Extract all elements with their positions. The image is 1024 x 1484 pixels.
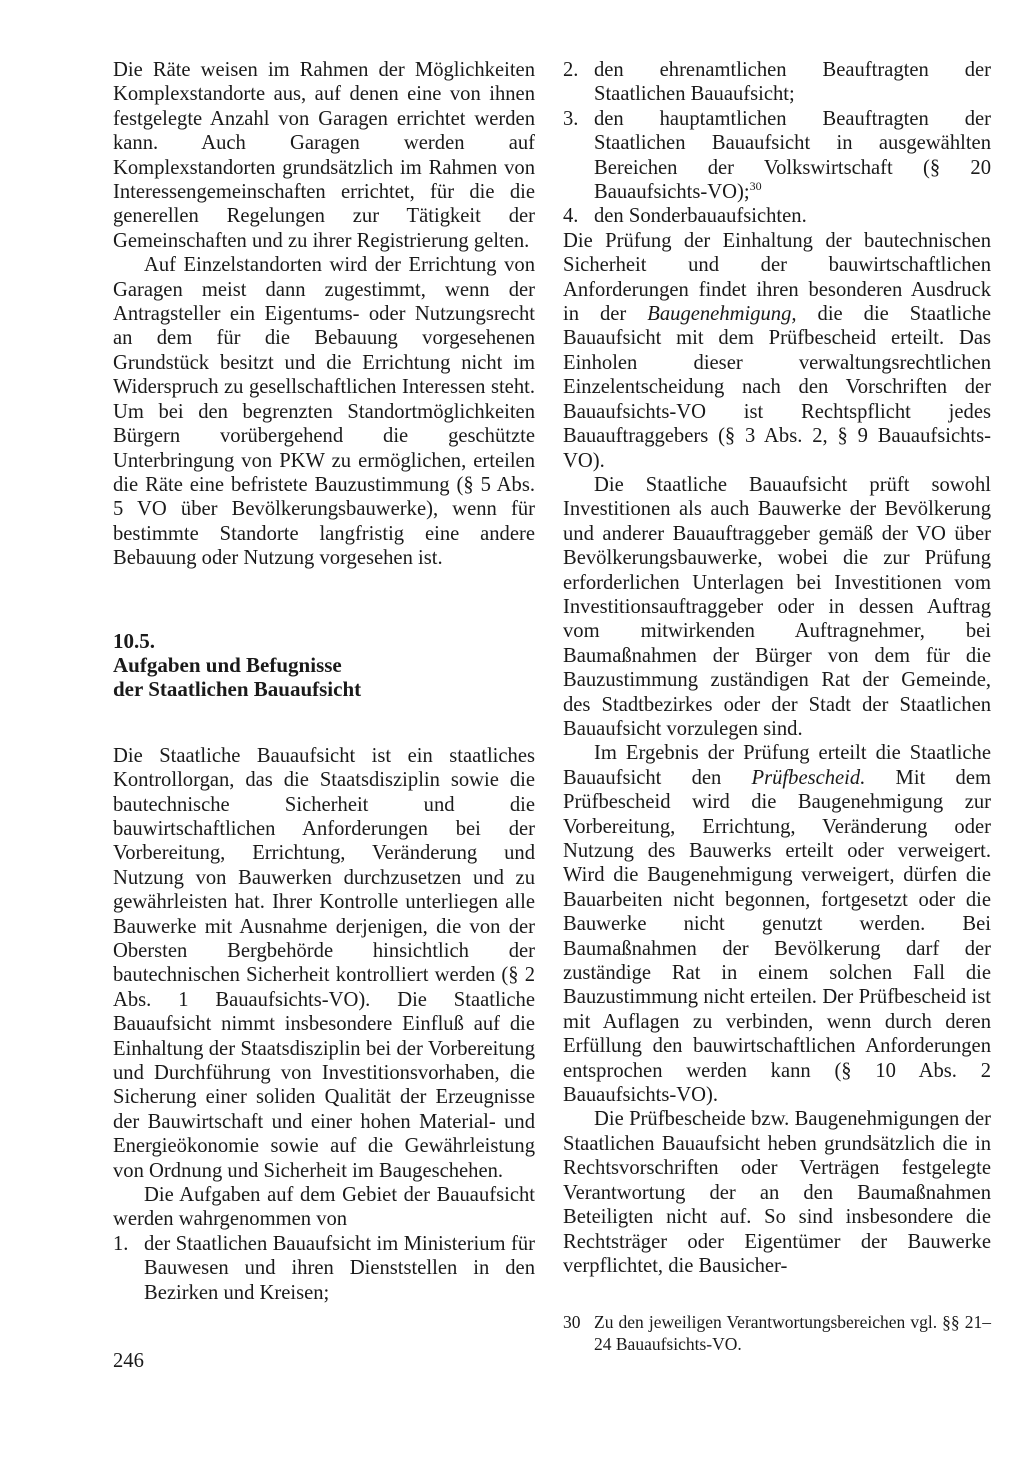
right-column bbox=[563, 58, 991, 1355]
list-item-text: den hauptamtlichen Beauftragten der Staatlichen Bauaufsicht in ausgewählten Bereichen der Volkswirtschaft (§ 20 Bauaufsichts-VO); bbox=[594, 107, 991, 204]
footnote bbox=[563, 1312, 991, 1355]
emphasis-pruefbescheid: Prüfbescheid. bbox=[751, 766, 866, 789]
section-heading-number: 10.5. bbox=[113, 628, 155, 653]
list-item bbox=[563, 107, 991, 205]
list-item-number: 2. bbox=[563, 59, 579, 81]
list-item-text: der Staatlichen Bauaufsicht im Ministerium für Bauwesen und ihren Dienststellen in den Bezirken und Kreisen; bbox=[144, 1232, 535, 1304]
list-item bbox=[113, 1232, 535, 1305]
list-item-number: 1. bbox=[113, 1232, 129, 1255]
section-heading bbox=[113, 629, 535, 702]
paragraph-text: die die Staatliche Bauaufsicht mit dem Prüfbescheid erteilt. Das Einholen dieser verwaltungsrechtlichen Einzelentscheidung nach den Vorschriften der Bauaufsichts-VO ist Rechtspflicht jedes Bauauftraggebers (§ 3 Abs. 2, § 9 Bauaufsichts-VO). bbox=[563, 303, 991, 472]
footnote-reference: 30 bbox=[749, 179, 762, 194]
paragraph-verantwortung: Die Prüfbescheide bzw. Baugenehmigungen der Staatlichen Bauaufsicht heben grundsätzlich die in Rechtsvorschriften oder Verträgen festgelegte Verantwortung der an den Baumaßnahmen Beteiligten nicht auf. So sind insbesondere die Rechtsträger oder Eigentümer der Bauwerke verpflichtet, die Bausicher- bbox=[563, 1108, 991, 1277]
paragraph-garagen-komplexstandorte: Die Räte weisen im Rahmen der Möglichkeiten Komplexstandorte aus, auf denen eine von ihnen festgelegte Anzahl von Garagen errichtet werden kann. Auch Garagen werden auf Komplexstandorten grundsätzlich im Rahmen von Interessengemeinschaften errichtet, für die die generellen Regelungen zur Tätigkeit der Gemeinschaften und zu ihrer Registrierung gelten. bbox=[113, 59, 535, 252]
paragraph-text: Die Prüfung der Einhaltung der bautechnischen Sicherheit und der bauwirtschaftlichen Anforderungen findet ihren besonderen Ausdruck in der bbox=[563, 229, 991, 326]
list-item bbox=[563, 204, 991, 228]
left-column bbox=[113, 58, 535, 1305]
list-item-text: den ehrenamtlichen Beauftragten der Staatlichen Bauaufsicht; bbox=[594, 59, 991, 106]
paragraph-bauaufsicht-kontrollorgan: Die Staatliche Bauaufsicht ist ein staatliches Kontrollorgan, das die Staatsdisziplin sowie die bautechnische Sicherheit und die bauwirtschaftlichen Anforderungen bei der Vorbereitung, Errichtung, Veränderung und Nutzung von Bauwerken durchzusetzen und zu gewährleisten hat. Ihrer Kontrolle unterliegen alle Bauwerke mit Ausnahme derjenigen, die von der Obersten Bergbehörde hinsichtlich der bautechnischen Sicherheit kontrolliert werden (§ 2 Abs. 1 Bauaufsichts-VO). Die Staatliche Bauaufsicht nimmt insbesondere Einfluß auf die Einhaltung der Staatsdisziplin bei der Vorbereitung und Durchführung von Investitionsvorhaben, die Sicherung einer soliden Qualität der Erzeugnisse der Bauwirtschaft und einer hohen Material- und Energieökonomie sowie auf die Gewährleistung von Ordnung und Sicherheit im Baugeschehen. bbox=[113, 744, 535, 1182]
footnote-number: 30 bbox=[563, 1312, 581, 1333]
list-item bbox=[563, 58, 991, 107]
paragraph-pruefung-investitionen: Die Staatliche Bauaufsicht prüft sowohl Investitionen als auch Bauwerke der Bevölkerung und anderer Bauauftraggeber gemäß der VO über Bevölkerungsbauwerke, wobei die zur Prüfung erforderlichen Unterlagen bei Investitionen vom Investitionsauftraggeber oder in dessen Auftrag vom mitwirkenden Auftragnehmer, bei Baumaßnahmen der Bürger von dem für die Bauzustimmung zuständigen Rat der Gemeinde, des Stadtbezirkes oder der Stadt der Staatlichen Bauaufsicht vorzulegen sind. bbox=[563, 473, 991, 740]
paragraph-aufgaben-wahrgenommen: Die Aufgaben auf dem Gebiet der Bauaufsicht werden wahrgenommen von bbox=[113, 1184, 535, 1231]
section-heading-line-1: Aufgaben und Befugnisse bbox=[113, 652, 342, 677]
footnote-text: Zu den jeweiligen Verantwortungsbereichen vgl. §§ 21–24 Bauaufsichts-VO. bbox=[594, 1312, 991, 1354]
numbered-list-part-2 bbox=[563, 58, 991, 229]
paragraph-baugenehmigung bbox=[563, 229, 991, 473]
emphasis-baugenehmigung: Baugenehmigung, bbox=[647, 303, 797, 326]
numbered-list-part-1 bbox=[113, 1232, 535, 1305]
paragraph-text: Im Ergebnis der Prüfung erteilt die Staatliche Bauaufsicht den bbox=[563, 742, 991, 789]
paragraph-text: Mit dem Prüfbescheid wird die Baugenehmigung zur Vorbereitung, Errichtung, Veränderung oder Nutzung des Bauwerks erteilt oder verweigert. Wird die Baugenehmigung verweigert, dürfen die Bauarbeiten nicht begonnen, fortgesetzt oder die Bauwerke nicht genutzt werden. Bei Baumaßnahmen der Bevölkerung darf der zuständige Rat in einem solchen Fall die Bauzustimmung nicht erteilen. Der Prüfbescheid ist mit Auflagen zu verbinden, wenn durch deren Erfüllung den bauwirtschaftlichen Anforderungen entsprochen werden kann (§ 10 Abs. 2 Bauaufsichts-VO). bbox=[563, 766, 991, 1107]
list-item-number: 4. bbox=[563, 205, 579, 228]
page-number: 246 bbox=[113, 1350, 144, 1372]
list-item-number: 3. bbox=[563, 107, 579, 130]
footnote-separator bbox=[563, 1299, 991, 1300]
paragraph-pruefbescheid bbox=[563, 741, 991, 1107]
paragraph-garagen-einzelstandorte: Auf Einzelstandorten wird der Errichtung von Garagen meist dann zugestimmt, wenn der Antragsteller ein Eigentums- oder Nutzungsrecht an dem für die Bebauung vorgesehenen Grundstück besitzt und die Errichtung nicht im Widerspruch zu gesellschaftlichen Interessen steht. Um bei den begrenzten Standortmöglichkeiten Bürgern vorübergehend die geschützte Unterbringung von PKW zu ermöglichen, erteilen die Räte eine befristete Bauzustimmung (§ 5 Abs. 5 VO über Bevölkerungsbauwerke), wenn für bestimmte Standorte langfristig eine andere Bebauung oder Nutzung vorgesehen ist. bbox=[113, 254, 535, 570]
list-item-text: den Sonderbauaufsichten. bbox=[594, 205, 807, 228]
section-heading-line-2: der Staatlichen Bauaufsicht bbox=[113, 677, 362, 702]
